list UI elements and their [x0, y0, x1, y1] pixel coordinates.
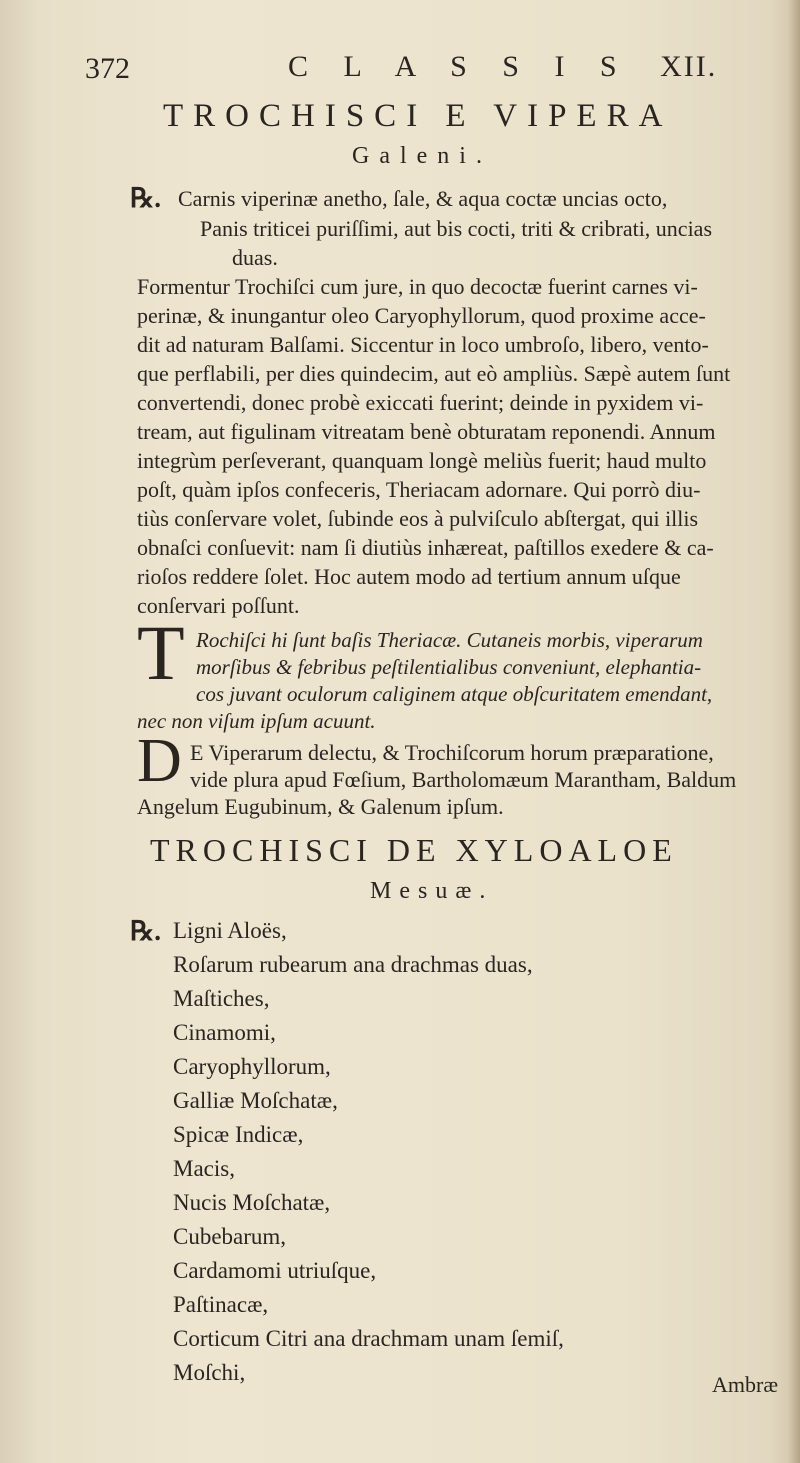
- recipe-symbol: ℞.: [130, 183, 161, 213]
- section-title-vipera: TROCHISCI E VIPERA: [163, 98, 673, 134]
- body-line: rioſos reddere ſolet. Hoc autem modo ad tertium annum uſque: [137, 564, 681, 589]
- page-edge-shadow: [788, 0, 800, 1463]
- body-line: que perflabili, per dies quindecim, aut eò ampliùs. Sæpè autem ſunt: [137, 361, 731, 386]
- ingredient-line: Cardamomi utriuſque,: [173, 1258, 377, 1283]
- ingredient-line: Galliæ Moſchatæ,: [173, 1088, 338, 1113]
- body-line: convertendi, donec probè exiccati fuerint; deinde in pyxidem vi-: [137, 390, 704, 415]
- section-title-xyloaloe: TROCHISCI DE XYLOALOE: [150, 832, 678, 868]
- body-line: obnaſci conſuevit: nam ſi diutiùs inhæreat, paſtillos exedere & ca-: [137, 535, 714, 560]
- body-line: poſt, quàm ipſos confeceris, Theriacam adornare. Qui porrò diu-: [137, 477, 701, 502]
- body-line: Formentur Trochiſci cum jure, in quo decoctæ fuerint carnes vi-: [137, 274, 698, 299]
- recipe-symbol: ℞.: [130, 916, 161, 946]
- ingredient-line: Corticum Citri ana drachmam unam ſemiſ,: [173, 1326, 564, 1351]
- paragraph-drop-cap: D: [137, 727, 182, 795]
- ingredient-line: Roſarum rubearum ana drachmas duas,: [173, 952, 533, 977]
- ingredient-line: Cinamomi,: [173, 1020, 276, 1045]
- ingredient-line: Caryophyllorum,: [173, 1054, 331, 1079]
- running-head-text: C L A S S I S: [288, 50, 631, 83]
- ingredient-line: Nucis Moſchatæ,: [173, 1190, 331, 1215]
- running-head-number: XII.: [660, 50, 718, 83]
- ingredient-line: Paſtinacæ,: [173, 1292, 269, 1317]
- page-number: 372: [85, 52, 130, 85]
- section-author-galeni: Galeni.: [352, 143, 492, 169]
- recipe-line: Panis triticei puriſſimi, aut bis cocti, triti & cribrati, uncias: [200, 216, 713, 241]
- paragraph-line: Angelum Eugubinum, & Galenum ipſum.: [137, 794, 504, 819]
- body-line: dit ad naturam Balſami. Siccentur in loco umbroſo, libero, vento-: [137, 332, 709, 357]
- body-line: integrùm perſeverant, quanquam longè meliùs fuerit; haud multo: [137, 448, 707, 473]
- body-line: conſervari poſſunt.: [137, 593, 300, 618]
- ingredient-line: Ligni Aloës,: [173, 918, 287, 943]
- recipe-line: Carnis viperinæ anetho, ſale, & aqua coctæ uncias octo,: [178, 186, 668, 211]
- ingredient-line: Maſtiches,: [173, 986, 270, 1011]
- note-line: cos juvant oculorum caliginem atque obſcuritatem emendant,: [196, 682, 713, 706]
- note-line: Rochiſci hi ſunt baſis Theriacæ. Cutaneis morbis, viperarum: [196, 628, 703, 652]
- running-head: [288, 50, 717, 84]
- ingredient-line: Macis,: [173, 1156, 235, 1181]
- ingredient-line: Cubebarum,: [173, 1224, 287, 1249]
- body-line: tream, aut figulinam vitreatam benè obturatam reponendi. Annum: [137, 419, 716, 444]
- recipe-line: duas.: [232, 245, 278, 270]
- note-line: nec non viſum ipſum acuunt.: [137, 709, 376, 733]
- catchword: Ambræ: [712, 1372, 778, 1397]
- note-line: morſibus & febribus peſtilentialibus conveniunt, elephantia-: [196, 655, 702, 679]
- paragraph-line: vide plura apud Fœſium, Bartholomæum Marantham, Baldum: [190, 767, 737, 792]
- body-line: tiùs conſervare volet, ſubinde eos à pulviſculo abſtergat, qui illis: [137, 506, 699, 531]
- ingredient-line: Moſchi,: [173, 1360, 246, 1385]
- section-author-mesuae: Mesuæ.: [370, 878, 494, 904]
- body-line: perinæ, & inungantur oleo Caryophyllorum, quod proxime acce-: [137, 303, 706, 328]
- ingredient-line: Spicæ Indicæ,: [173, 1122, 304, 1147]
- note-drop-cap: T: [137, 609, 185, 696]
- paragraph-line: E Viperarum delectu, & Trochiſcorum horum præparatione,: [190, 740, 714, 765]
